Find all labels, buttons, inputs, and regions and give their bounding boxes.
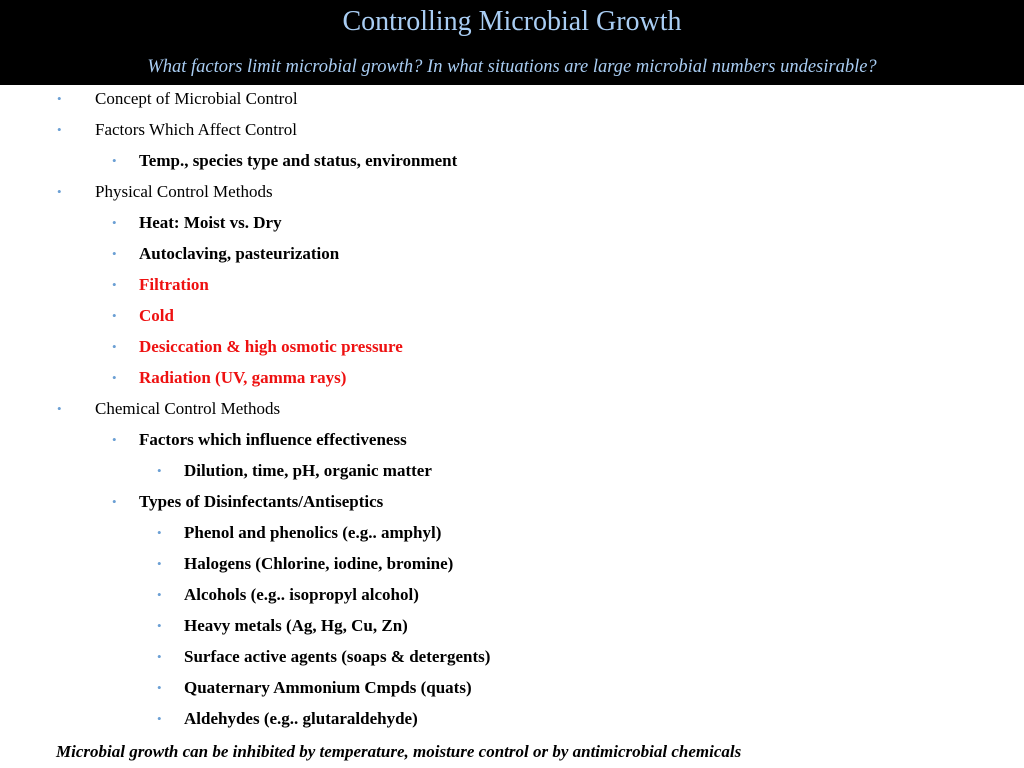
outline-item bbox=[0, 117, 1024, 148]
bullet-icon: • bbox=[57, 91, 62, 106]
outline-item bbox=[0, 396, 1024, 427]
outline-item bbox=[0, 427, 1024, 458]
outline-item bbox=[0, 365, 1024, 396]
bullet-icon: • bbox=[112, 308, 117, 323]
bullet-icon: • bbox=[157, 711, 162, 726]
outline-item-text: Autoclaving, pasteurization bbox=[139, 244, 340, 263]
outline-item bbox=[0, 706, 1024, 737]
outline-item-text: Dilution, time, pH, organic matter bbox=[184, 461, 432, 480]
bullet-icon: • bbox=[112, 432, 117, 447]
outline-item-text: Desiccation & high osmotic pressure bbox=[139, 337, 403, 356]
outline-item bbox=[0, 644, 1024, 675]
outline-item-text: Alcohols (e.g.. isopropyl alcohol) bbox=[184, 585, 419, 604]
outline-item-text: Factors Which Affect Control bbox=[95, 120, 297, 139]
outline-item bbox=[0, 179, 1024, 210]
outline-item bbox=[0, 303, 1024, 334]
bullet-icon: • bbox=[112, 494, 117, 509]
bullet-icon: • bbox=[157, 649, 162, 664]
outline-item bbox=[0, 613, 1024, 644]
bullet-icon: • bbox=[57, 122, 62, 137]
outline-item bbox=[0, 86, 1024, 117]
outline-item-text: Radiation (UV, gamma rays) bbox=[139, 368, 347, 387]
bullet-icon: • bbox=[57, 184, 62, 199]
bullet-icon: • bbox=[157, 587, 162, 602]
bullet-icon: • bbox=[112, 339, 117, 354]
outline-item bbox=[0, 582, 1024, 613]
bullet-icon: • bbox=[112, 277, 117, 292]
outline-item bbox=[0, 272, 1024, 303]
bullet-icon: • bbox=[57, 401, 62, 416]
outline-item bbox=[0, 334, 1024, 365]
outline-item-text: Temp., species type and status, environment bbox=[139, 151, 458, 170]
bullet-icon: • bbox=[112, 370, 117, 385]
outline-item-text: Quaternary Ammonium Cmpds (quats) bbox=[184, 678, 472, 697]
bullet-icon: • bbox=[112, 246, 117, 261]
outline-item bbox=[0, 489, 1024, 520]
slide-subtitle: What factors limit microbial growth? In what situations are large microbial numbers undesirable? bbox=[147, 57, 877, 77]
outline-item-text: Heavy metals (Ag, Hg, Cu, Zn) bbox=[184, 616, 408, 635]
outline-item bbox=[0, 148, 1024, 179]
slide-header bbox=[0, 0, 1024, 85]
bullet-icon: • bbox=[112, 215, 117, 230]
outline-item bbox=[0, 675, 1024, 706]
outline-item bbox=[0, 458, 1024, 489]
outline-item-text: Chemical Control Methods bbox=[95, 399, 281, 418]
bullet-icon: • bbox=[157, 525, 162, 540]
bullet-icon: • bbox=[157, 463, 162, 478]
outline-item bbox=[0, 210, 1024, 241]
outline-item-text: Halogens (Chlorine, iodine, bromine) bbox=[184, 554, 454, 573]
outline-item bbox=[0, 520, 1024, 551]
outline-item-text: Filtration bbox=[139, 275, 209, 294]
outline-item-text: Types of Disinfectants/Antiseptics bbox=[139, 492, 384, 511]
slide-outline bbox=[0, 86, 1024, 737]
slide-title: Controlling Microbial Growth bbox=[342, 6, 682, 37]
outline-item-text: Physical Control Methods bbox=[95, 182, 273, 201]
outline-item-text: Phenol and phenolics (e.g.. amphyl) bbox=[184, 523, 442, 542]
outline-item-text: Heat: Moist vs. Dry bbox=[139, 213, 282, 232]
outline-item-text: Concept of Microbial Control bbox=[95, 89, 298, 108]
bullet-icon: • bbox=[112, 153, 117, 168]
outline-item-text: Surface active agents (soaps & detergents) bbox=[184, 647, 491, 666]
bullet-icon: • bbox=[157, 680, 162, 695]
outline-item-text: Cold bbox=[139, 306, 174, 325]
outline-item-text: Aldehydes (e.g.. glutaraldehyde) bbox=[184, 709, 418, 728]
outline-item bbox=[0, 241, 1024, 272]
outline-item-text: Factors which influence effectiveness bbox=[139, 430, 407, 449]
outline-item bbox=[0, 551, 1024, 582]
slide-footer-summary: Microbial growth can be inhibited by temperature, moisture control or by antimicrobial chemicals bbox=[56, 742, 742, 761]
bullet-icon: • bbox=[157, 556, 162, 571]
bullet-icon: • bbox=[157, 618, 162, 633]
